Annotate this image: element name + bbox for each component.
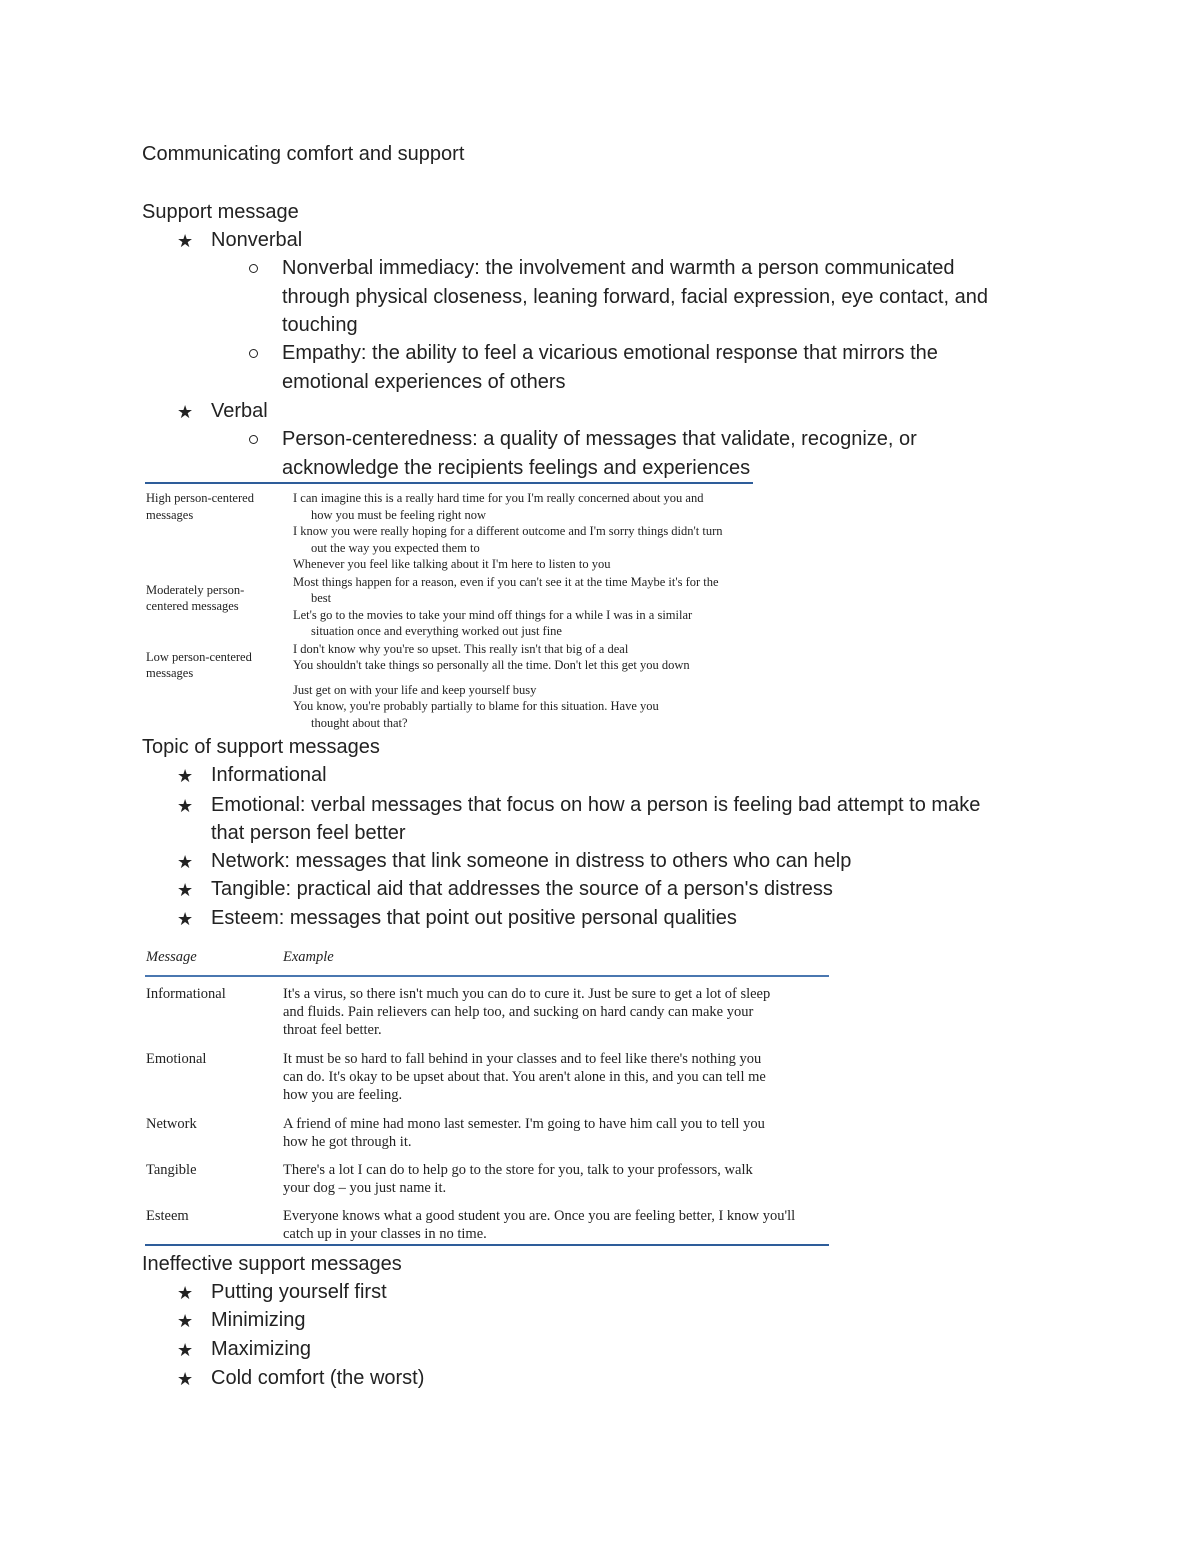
nonverbal-item-2-line-2: emotional experiences of others	[282, 371, 566, 393]
row-label-low: Low person-centered	[146, 650, 252, 664]
msg-informational-line-1: It's a virus, so there isn't much you can do to cure it. Just be sure to get a lot of sleep	[283, 986, 771, 1002]
star-bullet-icon: ★	[177, 766, 194, 787]
topic-network: Network: messages that link someone in distress to others who can help	[211, 850, 852, 872]
low-line-2: You shouldn't take things so personally all the time. Don't let this get you down	[293, 658, 690, 672]
msg-network-line-1: A friend of mine had mono last semester. I'm going to have him call you to tell you	[283, 1116, 765, 1132]
nonverbal-item-1-line-1: Nonverbal immediacy: the involvement and warmth a person communicated	[282, 257, 955, 279]
msg-emotional-line-3: how you are feeling.	[283, 1087, 403, 1103]
msg-type-informational: Informational	[146, 986, 226, 1002]
circle-bullet-icon	[249, 264, 258, 273]
msg-emotional-line-1: It must be so hard to fall behind in your classes and to feel like there's nothing you	[283, 1051, 762, 1067]
ineffective-item-1: Putting yourself first	[211, 1281, 387, 1303]
msg-informational-line-3: throat feel better.	[283, 1022, 382, 1038]
row-label-high-2: messages	[146, 508, 194, 522]
low-line-4: You know, you're probably partially to blame for this situation. Have you	[293, 699, 659, 713]
header-rule	[145, 975, 829, 977]
high-line-4: out the way you expected them to	[311, 541, 480, 555]
bullet-nonverbal: Nonverbal	[211, 229, 303, 251]
low-line-1: I don't know why you're so upset. This really isn't that big of a deal	[293, 642, 629, 656]
row-label-low-2: messages	[146, 666, 194, 680]
msg-network-line-2: how he got through it.	[283, 1134, 412, 1150]
topic-emotional-line-2: that person feel better	[211, 822, 406, 844]
section-heading-support-message: Support message	[142, 201, 299, 223]
topic-emotional-line-1: Emotional: verbal messages that focus on how a person is feeling bad attempt to make	[211, 794, 981, 816]
nonverbal-item-2-line-1: Empathy: the ability to feel a vicarious emotional response that mirrors the	[282, 342, 938, 364]
section-heading-topic: Topic of support messages	[142, 736, 380, 758]
row-label-moderate-2: centered messages	[146, 599, 239, 613]
ineffective-item-2: Minimizing	[211, 1309, 306, 1331]
star-bullet-icon: ★	[177, 852, 194, 873]
msg-emotional-line-2: can do. It's okay to be upset about that. You aren't alone in this, and you can tell me	[283, 1069, 766, 1085]
msg-type-emotional: Emotional	[146, 1051, 207, 1067]
col-header-example: Example	[283, 949, 334, 965]
msg-informational-line-2: and fluids. Pain relievers can help too, and sucking on hard candy can make your	[283, 1004, 754, 1020]
msg-esteem-line-2: catch up in your classes in no time.	[283, 1226, 487, 1242]
star-bullet-icon: ★	[177, 1283, 194, 1304]
circle-bullet-icon	[249, 435, 258, 444]
msg-type-tangible: Tangible	[146, 1162, 197, 1178]
nonverbal-item-1-line-2: through physical closeness, leaning forward, facial expression, eye contact, and	[282, 286, 988, 308]
star-bullet-icon: ★	[177, 231, 194, 252]
circle-bullet-icon	[249, 349, 258, 358]
high-line-3: I know you were really hoping for a different outcome and I'm sorry things didn't turn	[293, 524, 723, 538]
high-line-1: I can imagine this is a really hard time for you I'm really concerned about you and	[293, 491, 704, 505]
mod-line-3: Let's go to the movies to take your mind off things for a while I was in a similar	[293, 608, 693, 622]
mod-line-2: best	[311, 591, 332, 605]
topic-tangible: Tangible: practical aid that addresses the source of a person's distress	[211, 878, 833, 900]
msg-tangible-line-1: There's a lot I can do to help go to the store for you, talk to your professors, walk	[283, 1162, 753, 1178]
star-bullet-icon: ★	[177, 1340, 194, 1361]
ineffective-item-4: Cold comfort (the worst)	[211, 1367, 425, 1389]
low-line-3: Just get on with your life and keep yourself busy	[293, 683, 537, 697]
table-top-rule	[145, 482, 753, 484]
star-bullet-icon: ★	[177, 796, 194, 817]
high-line-5: Whenever you feel like talking about it I'm here to listen to you	[293, 557, 611, 571]
ineffective-item-3: Maximizing	[211, 1338, 312, 1360]
mod-line-4: situation once and everything worked out just fine	[311, 624, 562, 638]
verbal-item-1-line-2: acknowledge the recipients feelings and experiences	[282, 457, 751, 479]
nonverbal-item-1-line-3: touching	[282, 314, 358, 336]
topic-informational: Informational	[211, 764, 327, 786]
star-bullet-icon: ★	[177, 1311, 194, 1332]
star-bullet-icon: ★	[177, 909, 194, 930]
star-bullet-icon: ★	[177, 880, 194, 901]
col-header-message: Message	[146, 949, 197, 965]
low-line-5: thought about that?	[311, 716, 408, 730]
section-heading-ineffective: Ineffective support messages	[142, 1253, 402, 1275]
mod-line-1: Most things happen for a reason, even if you can't see it at the time Maybe it's for the	[293, 575, 719, 589]
row-label-high: High person-centered	[146, 491, 254, 505]
table-bottom-rule	[145, 1244, 829, 1246]
page-title: Communicating comfort and support	[142, 143, 465, 165]
verbal-item-1-line-1: Person-centeredness: a quality of messages that validate, recognize, or	[282, 428, 917, 450]
msg-esteem-line-1: Everyone knows what a good student you are. Once you are feeling better, I know you'll	[283, 1208, 796, 1224]
bullet-verbal: Verbal	[211, 400, 268, 422]
msg-tangible-line-2: your dog – you just name it.	[283, 1180, 447, 1196]
row-label-moderate: Moderately person-	[146, 583, 245, 597]
msg-type-network: Network	[146, 1116, 197, 1132]
topic-esteem: Esteem: messages that point out positive personal qualities	[211, 907, 737, 929]
star-bullet-icon: ★	[177, 402, 194, 423]
high-line-2: how you must be feeling right now	[311, 508, 486, 522]
star-bullet-icon: ★	[177, 1369, 194, 1390]
msg-type-esteem: Esteem	[146, 1208, 189, 1224]
